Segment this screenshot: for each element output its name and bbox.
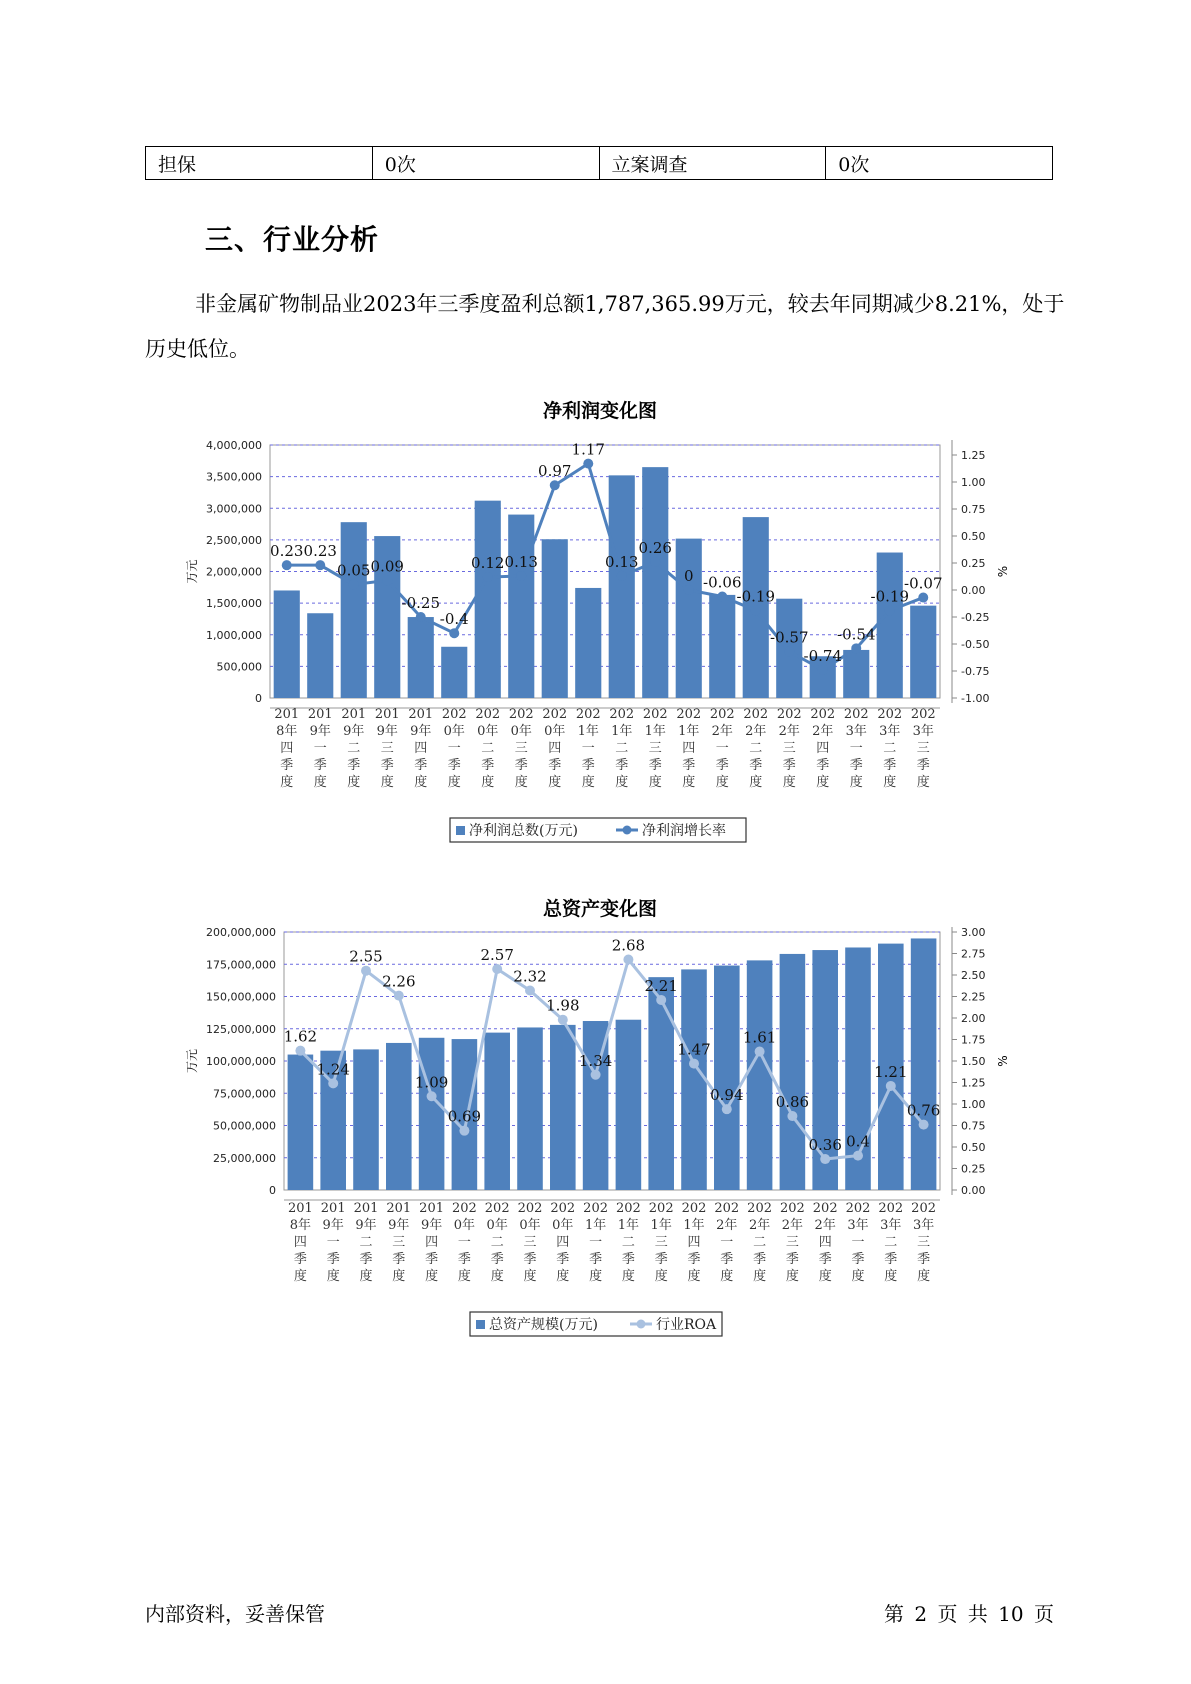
x-tick-label: 202 3年三季度 xyxy=(911,1201,937,1284)
y2-tick-label: 1.25 xyxy=(961,449,986,462)
y-tick-label: 100,000,000 xyxy=(206,1055,276,1068)
legend-bar-swatch xyxy=(476,1320,485,1329)
y-tick-label: 0 xyxy=(255,692,262,705)
y2-axis-title: % xyxy=(996,1055,1010,1067)
line-point xyxy=(525,985,535,995)
x-tick-label: 202 2年三季度 xyxy=(779,1201,805,1284)
data-label: 1.24 xyxy=(316,1060,350,1079)
x-tick-label: 201 9年一季度 xyxy=(320,1201,346,1284)
analysis-paragraph-text: 非金属矿物制品业2023年三季度盈利总额1,787,365.99万元，较去年同期减少8.21%，处于历史低位。 xyxy=(145,292,1065,361)
x-tick-label: 202 1年三季度 xyxy=(642,707,668,790)
data-label: 1.09 xyxy=(414,1073,449,1092)
y-tick-label: 1,500,000 xyxy=(206,597,262,611)
data-label: -0.06 xyxy=(703,573,742,592)
y2-tick-label: 1.25 xyxy=(961,1076,986,1090)
x-tick-label: 202 0年二季度 xyxy=(475,707,501,790)
x-tick-label: 201 9年四季度 xyxy=(408,707,434,790)
x-tick-label: 202 0年三季度 xyxy=(508,707,534,790)
data-label: -0.19 xyxy=(736,587,775,606)
x-tick-label: 202 3年一季度 xyxy=(845,1201,871,1284)
data-label: -0.19 xyxy=(870,587,909,606)
x-tick-label: 201 9年四季度 xyxy=(419,1201,445,1284)
bar xyxy=(353,1049,379,1190)
y-tick-label: 500,000 xyxy=(216,660,262,674)
data-label: 1.17 xyxy=(571,440,605,459)
y2-tick-label: 1.50 xyxy=(961,1055,986,1068)
y2-tick-label: 1.00 xyxy=(961,476,986,489)
bar xyxy=(484,1033,510,1190)
data-label: 0.97 xyxy=(538,462,572,481)
y2-tick-label: 2.25 xyxy=(961,990,986,1004)
data-label: 0 xyxy=(683,567,694,585)
data-label: 0.4 xyxy=(846,1132,870,1151)
y2-tick-label: 2.00 xyxy=(961,1012,986,1025)
x-tick-label: 201 9年三季度 xyxy=(386,1201,412,1284)
x-tick-label: 202 2年二季度 xyxy=(743,707,769,790)
data-label: 0.09 xyxy=(370,557,404,576)
y2-axis-title: % xyxy=(996,565,1010,578)
bar xyxy=(550,1025,576,1190)
line-point xyxy=(919,1120,929,1130)
data-label: 0.86 xyxy=(775,1093,810,1112)
x-tick-label: 202 2年一季度 xyxy=(714,1201,740,1284)
data-label: 2.68 xyxy=(611,936,646,955)
data-label: 0.26 xyxy=(638,538,672,557)
y2-tick-label: 0.75 xyxy=(961,1119,986,1133)
data-label: 0.36 xyxy=(808,1136,842,1155)
line-point xyxy=(853,1151,863,1161)
x-tick-label: 202 2年四季度 xyxy=(812,1201,838,1284)
line-point xyxy=(820,1154,830,1164)
y-tick-label: 150,000,000 xyxy=(206,990,276,1004)
bar xyxy=(780,954,806,1190)
table-cell-guarantee-value: 0次 xyxy=(372,147,599,180)
y2-tick-label: -0.25 xyxy=(961,611,990,624)
x-tick-label: 202 0年三季度 xyxy=(517,1201,543,1284)
data-label: -0.07 xyxy=(904,574,943,593)
x-tick-label: 202 1年一季度 xyxy=(575,707,601,790)
data-label: 2.26 xyxy=(382,972,416,991)
y-tick-label: 3,500,000 xyxy=(206,470,262,484)
x-tick-label: 202 0年一季度 xyxy=(451,1201,477,1284)
x-tick-label: 202 0年四季度 xyxy=(550,1201,576,1284)
y2-tick-label: 3.00 xyxy=(961,926,986,939)
table-cell-investigation-value: 0次 xyxy=(826,147,1053,180)
bar xyxy=(517,1027,543,1190)
x-tick-label: 202 1年四季度 xyxy=(676,707,702,790)
legend-label: 净利润总数(万元) xyxy=(469,823,578,839)
x-tick-label: 202 2年二季度 xyxy=(747,1201,773,1284)
data-label: 1.34 xyxy=(578,1051,613,1070)
y2-tick-label: 2.75 xyxy=(961,947,986,961)
legend-label: 行业ROA xyxy=(656,1317,717,1333)
bar xyxy=(288,1055,314,1190)
bar xyxy=(648,977,674,1190)
chart1-title: 净利润变化图 xyxy=(542,400,657,422)
bar xyxy=(616,1020,642,1190)
y-tick-label: 175,000,000 xyxy=(206,958,276,972)
x-tick-label: 201 9年二季度 xyxy=(353,1201,379,1284)
x-tick-label: 202 3年二季度 xyxy=(877,707,903,790)
data-label: -0.74 xyxy=(803,646,842,665)
data-label: 0.69 xyxy=(447,1107,482,1126)
data-label: -0.54 xyxy=(837,625,876,644)
line-point xyxy=(656,995,666,1005)
data-label: 1.98 xyxy=(546,996,580,1015)
x-tick-label: 202 1年二季度 xyxy=(615,1201,641,1284)
x-tick-label: 202 0年四季度 xyxy=(542,707,568,790)
data-label: 2.57 xyxy=(480,945,514,964)
x-tick-label: 201 8年四季度 xyxy=(287,1201,313,1284)
data-label: 2.55 xyxy=(349,947,383,966)
line-point xyxy=(755,1047,765,1057)
data-label: -0.4 xyxy=(439,610,469,629)
x-tick-label: 202 2年一季度 xyxy=(709,707,735,790)
x-tick-label: 201 9年二季度 xyxy=(341,707,367,790)
line-point xyxy=(361,966,371,976)
y-tick-label: 200,000,000 xyxy=(206,926,276,939)
line-point xyxy=(689,1059,699,1069)
line-point xyxy=(427,1091,437,1101)
data-label: 2.21 xyxy=(644,976,678,995)
y-tick-label: 0 xyxy=(269,1184,276,1197)
y2-tick-label: -0.50 xyxy=(961,638,990,651)
chart2-title: 总资产变化图 xyxy=(542,898,657,920)
data-label: 0.12 xyxy=(471,554,505,573)
x-tick-label: 202 2年四季度 xyxy=(810,707,836,790)
line-point xyxy=(328,1078,338,1088)
y-tick-label: 2,500,000 xyxy=(206,533,262,547)
data-label: 0.23 xyxy=(303,542,337,561)
line-point xyxy=(459,1126,469,1136)
x-tick-label: 201 9年三季度 xyxy=(374,707,400,790)
y2-tick-label: 0.25 xyxy=(961,557,986,570)
y2-tick-label: 2.50 xyxy=(961,969,986,982)
x-tick-label: 202 3年二季度 xyxy=(878,1201,904,1284)
x-tick-label: 202 2年三季度 xyxy=(776,707,802,790)
data-label: 0.13 xyxy=(605,552,639,571)
y2-tick-label: 1.00 xyxy=(961,1098,986,1111)
y2-tick-label: 0.75 xyxy=(961,503,986,516)
legend-label: 净利润增长率 xyxy=(642,823,726,839)
footer-page-number: 第 2 页 共 10 页 xyxy=(884,1602,1054,1626)
data-label: 0.23 xyxy=(270,542,304,561)
bar xyxy=(419,1038,445,1190)
x-tick-label: 202 3年三季度 xyxy=(910,707,936,790)
y-tick-label: 50,000,000 xyxy=(213,1119,276,1133)
table-cell-guarantee-label: 担保 xyxy=(146,147,373,180)
table-cell-investigation-label: 立案调查 xyxy=(599,147,826,180)
data-label: 0.76 xyxy=(906,1101,941,1120)
legend xyxy=(470,1312,722,1336)
line-point xyxy=(558,1015,568,1025)
line-point xyxy=(394,991,404,1001)
data-label: 0.05 xyxy=(337,561,371,580)
x-tick-label: 202 1年四季度 xyxy=(681,1201,707,1284)
data-label: 2.32 xyxy=(513,967,547,986)
y2-tick-label: -1.00 xyxy=(961,692,990,705)
bar xyxy=(714,966,740,1190)
bar xyxy=(386,1043,412,1190)
data-label: 1.62 xyxy=(283,1027,318,1046)
data-label: 1.47 xyxy=(677,1040,711,1059)
data-label: 1.21 xyxy=(874,1062,908,1081)
y-tick-label: 75,000,000 xyxy=(213,1087,276,1101)
bar xyxy=(681,969,707,1190)
y2-tick-label: 0.50 xyxy=(961,530,986,543)
section-title: 三、行业分析 xyxy=(205,223,380,256)
data-label: -0.57 xyxy=(770,628,809,647)
footer-confidential-note: 内部资料，妥善保管 xyxy=(145,1602,325,1626)
y2-tick-label: 0.25 xyxy=(961,1162,986,1176)
legend-line-marker xyxy=(637,1320,646,1329)
y2-tick-label: 0.00 xyxy=(961,1184,986,1197)
x-tick-label: 202 1年二季度 xyxy=(609,707,635,790)
bar xyxy=(747,960,773,1190)
x-tick-label: 202 0年二季度 xyxy=(484,1201,510,1284)
line-point xyxy=(623,955,633,965)
bar xyxy=(911,938,937,1190)
y2-tick-label: 0.50 xyxy=(961,1141,986,1154)
x-tick-label: 201 9年一季度 xyxy=(307,707,333,790)
data-label: 1.61 xyxy=(742,1028,777,1047)
y-axis-title: 万元 xyxy=(185,1048,199,1074)
data-label: 0.13 xyxy=(504,552,538,571)
line-point xyxy=(787,1111,797,1121)
x-tick-label: 202 1年三季度 xyxy=(648,1201,674,1284)
data-label: -0.25 xyxy=(401,594,440,612)
line-point xyxy=(886,1081,896,1091)
x-tick-label: 202 1年一季度 xyxy=(583,1201,609,1284)
x-tick-label: 202 0年一季度 xyxy=(441,707,467,790)
y-tick-label: 3,000,000 xyxy=(206,502,262,516)
y2-tick-label: 0.00 xyxy=(961,584,986,597)
y-tick-label: 25,000,000 xyxy=(213,1151,276,1165)
x-tick-label: 201 8年四季度 xyxy=(274,707,300,790)
y2-tick-label: 1.75 xyxy=(961,1033,986,1047)
x-tick-label: 202 3年一季度 xyxy=(843,707,869,790)
line-point xyxy=(295,1046,305,1056)
line-point xyxy=(591,1070,601,1080)
y-tick-label: 4,000,000 xyxy=(206,439,262,452)
line-point xyxy=(492,964,502,974)
y-tick-label: 125,000,000 xyxy=(206,1022,276,1036)
line-point xyxy=(722,1104,732,1114)
y2-tick-label: -0.75 xyxy=(961,665,990,678)
y-axis-title: 万元 xyxy=(185,559,199,584)
data-label: 0.94 xyxy=(710,1086,744,1105)
y-tick-label: 2,000,000 xyxy=(206,565,262,579)
y-tick-label: 1,000,000 xyxy=(206,628,262,642)
legend-label: 总资产规模(万元) xyxy=(489,1317,598,1333)
